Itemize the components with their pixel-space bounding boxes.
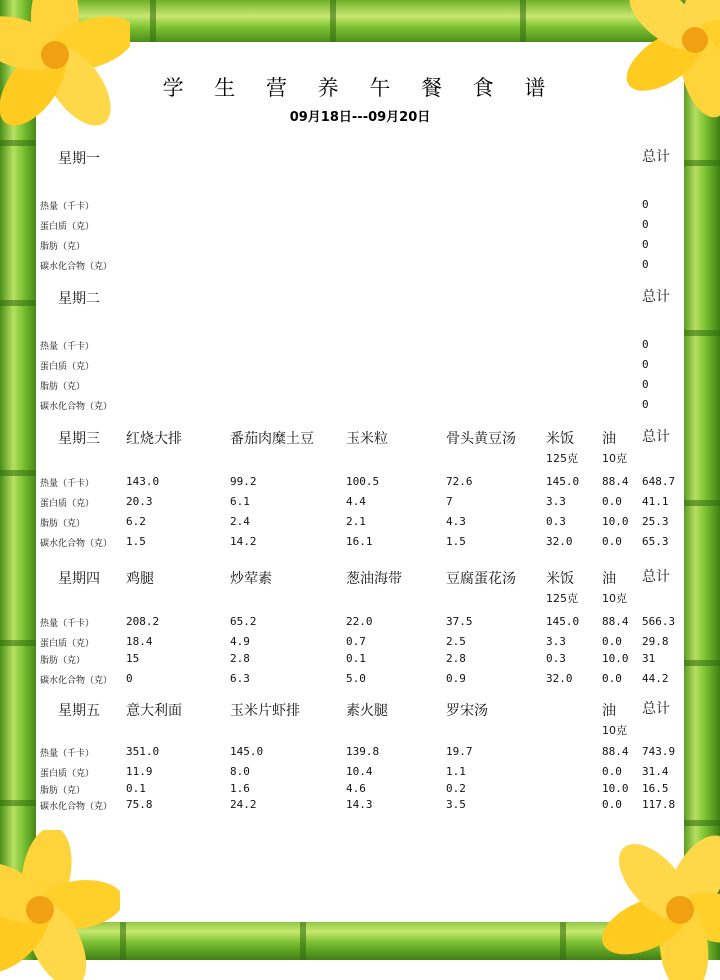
nutrient-value: 32.0: [546, 672, 573, 685]
nutrient-value: 20.3: [126, 495, 153, 508]
nutrient-label: 蛋白质（克）: [40, 639, 95, 649]
nutrient-value: 145.0: [546, 475, 580, 488]
nutrient-value: 1.5: [126, 535, 146, 548]
nutrient-value: 2.1: [346, 515, 366, 528]
nutrient-value: 0.0: [602, 495, 622, 508]
nutrient-value: 6.3: [230, 672, 250, 685]
total-header: 总计: [642, 701, 670, 717]
nutrient-total: 16.5: [642, 782, 669, 795]
nutrient-value: 143.0: [126, 475, 160, 488]
nutrient-total: 29.8: [642, 635, 669, 648]
nutrient-label: 蛋白质（克）: [40, 362, 95, 372]
day-label: 星期一: [58, 151, 100, 167]
nutrient-total: 743.9: [642, 745, 676, 758]
dish-name: 油: [602, 431, 616, 447]
nutrient-value: 2.4: [230, 515, 250, 528]
nutrient-total: 0: [642, 258, 649, 271]
nutrient-value: 0.0: [602, 798, 622, 811]
nutrient-value: 14.2: [230, 535, 257, 548]
dish-name: 豆腐蛋花汤: [446, 571, 516, 587]
total-header: 总计: [642, 569, 670, 585]
nutrient-value: 4.4: [346, 495, 366, 508]
day-label: 星期四: [58, 571, 100, 587]
nutrient-value: 4.9: [230, 635, 250, 648]
dish-name: 油: [602, 571, 616, 587]
total-header: 总计: [642, 429, 670, 445]
nutrient-label: 碳水化合物（克）: [40, 402, 113, 412]
nutrient-value: 15: [126, 652, 140, 665]
bottom-left-flower-icon: [0, 830, 120, 980]
nutrient-label: 热量（千卡）: [40, 619, 95, 629]
nutrient-label: 蛋白质（克）: [40, 222, 95, 232]
nutrient-label: 碳水化合物（克）: [40, 262, 113, 272]
nutrient-value: 10.0: [602, 652, 629, 665]
day-label: 星期二: [58, 291, 100, 307]
dish-name: 米饭: [546, 571, 574, 587]
nutrient-value: 11.9: [126, 765, 153, 778]
nutrient-value: 1.6: [230, 782, 250, 795]
nutrient-total: 25.3: [642, 515, 669, 528]
nutrient-value: 72.6: [446, 475, 473, 488]
dish-portion: 10克: [602, 724, 627, 737]
menu-title: 学 生 营 养 午 餐 食 谱: [162, 76, 558, 100]
nutrient-value: 139.8: [346, 745, 380, 758]
bottom-right-flower-icon: [600, 830, 720, 980]
dish-name: 番茄肉糜土豆: [230, 431, 314, 447]
nutrient-label: 蛋白质（克）: [40, 769, 95, 779]
total-header: 总计: [642, 149, 670, 165]
dish-name: 油: [602, 703, 616, 719]
dish-portion: 125克: [546, 452, 578, 465]
nutrient-value: 0.3: [546, 652, 566, 665]
nutrient-total: 566.3: [642, 615, 676, 628]
nutrient-total: 41.1: [642, 495, 669, 508]
dish-name: 骨头黄豆汤: [446, 431, 516, 447]
nutrient-value: 75.8: [126, 798, 153, 811]
nutrient-value: 3.3: [546, 495, 566, 508]
nutrient-total: 0: [642, 198, 649, 211]
nutrient-total: 0: [642, 358, 649, 371]
nutrient-value: 0.3: [546, 515, 566, 528]
nutrient-value: 2.8: [230, 652, 250, 665]
nutrient-total: 0: [642, 218, 649, 231]
nutrient-value: 10.4: [346, 765, 373, 778]
nutrient-value: 16.1: [346, 535, 373, 548]
nutrient-value: 351.0: [126, 745, 160, 758]
nutrient-value: 2.8: [446, 652, 466, 665]
day-label: 星期五: [58, 703, 100, 719]
nutrient-value: 0.0: [602, 672, 622, 685]
nutrient-value: 18.4: [126, 635, 153, 648]
nutrient-value: 0.7: [346, 635, 366, 648]
nutrient-label: 碳水化合物（克）: [40, 802, 113, 812]
nutrient-value: 5.0: [346, 672, 366, 685]
nutrient-value: 0.1: [346, 652, 366, 665]
nutrient-value: 4.6: [346, 782, 366, 795]
nutrient-value: 14.3: [346, 798, 373, 811]
dish-name: 素火腿: [346, 703, 388, 719]
nutrient-total: 0: [642, 238, 649, 251]
nutrient-value: 0.0: [602, 535, 622, 548]
nutrient-label: 脂肪（克）: [40, 656, 86, 666]
dish-name: 米饭: [546, 431, 574, 447]
nutrient-value: 1.1: [446, 765, 466, 778]
dish-name: 罗宋汤: [446, 703, 488, 719]
nutrient-label: 碳水化合物（克）: [40, 676, 113, 686]
nutrient-total: 0: [642, 398, 649, 411]
nutrient-label: 热量（千卡）: [40, 342, 95, 352]
nutrient-value: 145.0: [230, 745, 264, 758]
dish-name: 葱油海带: [346, 571, 402, 587]
nutrient-total: 31.4: [642, 765, 669, 778]
nutrient-value: 88.4: [602, 615, 629, 628]
nutrient-value: 7: [446, 495, 453, 508]
dish-name: 玉米粒: [346, 431, 388, 447]
dish-name: 意大利面: [126, 703, 182, 719]
nutrient-value: 24.2: [230, 798, 257, 811]
nutrient-value: 2.5: [446, 635, 466, 648]
top-right-flower-icon: [620, 0, 720, 120]
nutrient-label: 脂肪（克）: [40, 242, 86, 252]
nutrient-value: 88.4: [602, 475, 629, 488]
nutrient-label: 蛋白质（克）: [40, 499, 95, 509]
dish-portion: 10克: [602, 452, 627, 465]
nutrient-value: 0.2: [446, 782, 466, 795]
nutrient-value: 3.3: [546, 635, 566, 648]
nutrient-value: 0: [126, 672, 133, 685]
nutrient-total: 117.8: [642, 798, 676, 811]
bamboo-right: [682, 0, 720, 960]
nutrient-value: 100.5: [346, 475, 380, 488]
nutrient-value: 208.2: [126, 615, 160, 628]
nutrient-value: 0.0: [602, 635, 622, 648]
date-range: 09月18日---09月20日: [289, 110, 431, 125]
nutrient-value: 0.9: [446, 672, 466, 685]
dish-name: 红烧大排: [126, 431, 182, 447]
nutrient-value: 22.0: [346, 615, 373, 628]
dish-portion: 125克: [546, 592, 578, 605]
nutrient-value: 65.2: [230, 615, 257, 628]
nutrient-value: 8.0: [230, 765, 250, 778]
total-header: 总计: [642, 289, 670, 305]
nutrient-value: 19.7: [446, 745, 473, 758]
nutrient-value: 4.3: [446, 515, 466, 528]
dish-name: 鸡腿: [126, 571, 154, 587]
nutrient-value: 0.0: [602, 765, 622, 778]
dish-name: 炒荤素: [230, 571, 272, 587]
nutrient-total: 648.7: [642, 475, 676, 488]
nutrient-value: 3.5: [446, 798, 466, 811]
nutrient-total: 44.2: [642, 672, 669, 685]
nutrient-label: 碳水化合物（克）: [40, 539, 113, 549]
nutrient-label: 热量（千卡）: [40, 749, 95, 759]
nutrient-label: 热量（千卡）: [40, 202, 95, 212]
bamboo-left: [0, 0, 38, 960]
dish-portion: 10克: [602, 592, 627, 605]
nutrient-value: 1.5: [446, 535, 466, 548]
nutrient-label: 热量（千卡）: [40, 479, 95, 489]
nutrient-label: 脂肪（克）: [40, 786, 86, 796]
nutrient-label: 脂肪（克）: [40, 519, 86, 529]
nutrient-total: 31: [642, 652, 656, 665]
nutrient-value: 88.4: [602, 745, 629, 758]
nutrient-label: 脂肪（克）: [40, 382, 86, 392]
nutrient-value: 6.1: [230, 495, 250, 508]
nutrient-value: 10.0: [602, 782, 629, 795]
nutrient-value: 10.0: [602, 515, 629, 528]
nutrient-value: 6.2: [126, 515, 146, 528]
nutrient-total: 65.3: [642, 535, 669, 548]
nutrient-value: 145.0: [546, 615, 580, 628]
nutrient-value: 32.0: [546, 535, 573, 548]
nutrient-value: 99.2: [230, 475, 257, 488]
nutrient-total: 0: [642, 378, 649, 391]
day-label: 星期三: [58, 431, 100, 447]
nutrient-total: 0: [642, 338, 649, 351]
nutrient-value: 0.1: [126, 782, 146, 795]
dish-name: 玉米片虾排: [230, 703, 300, 719]
nutrient-value: 37.5: [446, 615, 473, 628]
